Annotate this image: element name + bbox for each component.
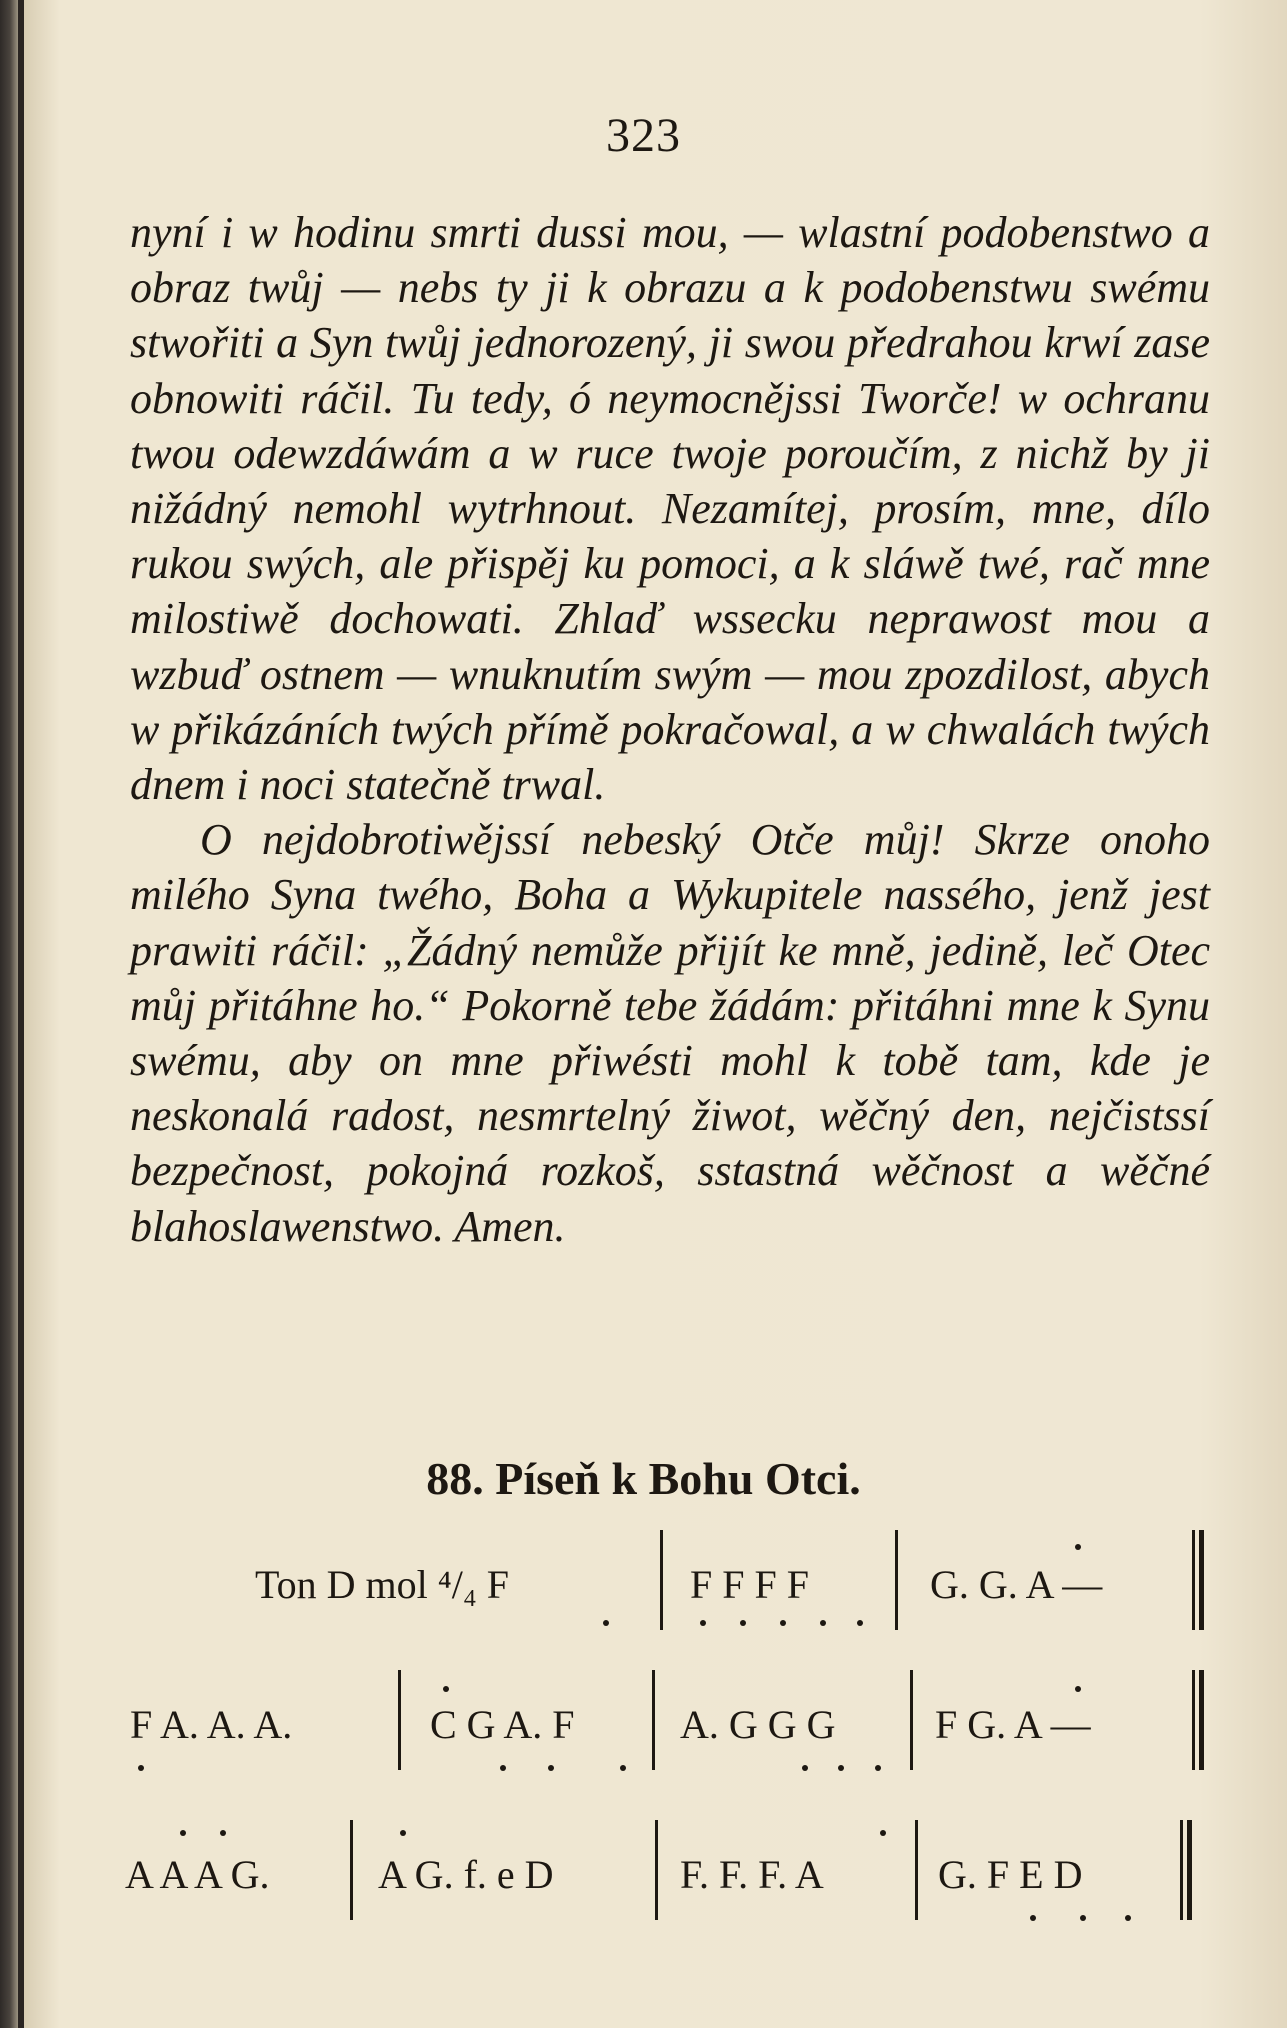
note-dot: [740, 1620, 746, 1626]
note-dot: [400, 1830, 406, 1836]
note-dot: [820, 1620, 826, 1626]
notation-row: [120, 1530, 1220, 1650]
bar-line: [350, 1820, 353, 1920]
note-dot: [857, 1620, 863, 1626]
music-notation: [120, 1530, 1220, 1950]
bar-line: [398, 1670, 401, 1770]
paragraph-1: nyní i w hodinu smrti dussi mou, — wlastní podobenstwo a obraz twůj — nebs ty ji k obrazu a k podobenstwu swému stwořiti a Syn twůj jednorozený, ji swou předrahou krwí zase obnowiti ráčil. Tu tedy, ó neymocnějssi Tworče! w ochranu twou odewzdáwám a w ruce twoje poroučím, z nichž by ji nižádný nemohl wytrhnout. Nezamítej, prosím, mne, dílo rukou swých, ale přispěj ku pomoci, a k sláwě twé, rač mne milostiwě dochowati. Zhlaď wssecku neprawost mou a wzbuď ostnem — wnuknutím swým — mou zpozdilost, abych w přikázáních twých přímě pokračowal, a w chwalách twých dnem i noci statečně trwal.: [130, 208, 1210, 810]
note-dot: [220, 1830, 226, 1836]
bar-line: [652, 1670, 655, 1770]
note-dot: [802, 1765, 808, 1771]
note-dot: [700, 1620, 706, 1626]
notation-cell: A G. f. e D: [378, 1852, 554, 1897]
song-heading: 88. Píseň k Bohu Otci.: [426, 1453, 861, 1504]
notation-row: [120, 1670, 1220, 1790]
book-binding: [18, 0, 24, 2028]
prayer-text: [130, 205, 1210, 1254]
note-dot: [180, 1830, 186, 1836]
double-bar-line: [1192, 1530, 1204, 1630]
notation-cell: A. G G G: [680, 1702, 836, 1747]
double-bar-line: [1180, 1820, 1192, 1920]
notation-cell: F G. A —: [935, 1702, 1091, 1747]
bar-line: [915, 1820, 918, 1920]
bar-line: [660, 1530, 663, 1630]
notation-cell: F. F. F. A: [680, 1852, 824, 1897]
double-bar-line: [1192, 1670, 1204, 1770]
note-dot: [1030, 1915, 1036, 1921]
note-dot: [1080, 1915, 1086, 1921]
notation-cell: F F F F: [690, 1562, 809, 1607]
note-dot: [548, 1765, 554, 1771]
page-number: 323: [606, 109, 681, 162]
note-dot: [875, 1765, 881, 1771]
note-dot: [1125, 1915, 1131, 1921]
notation-cell: F A. A. A.: [130, 1702, 293, 1747]
notation-row: [120, 1820, 1220, 1940]
notation-cell: G. F E D: [938, 1852, 1083, 1897]
bar-line: [655, 1820, 658, 1920]
note-dot: [138, 1765, 144, 1771]
bar-line: [910, 1670, 913, 1770]
note-dot: [1075, 1686, 1081, 1692]
note-dot: [620, 1765, 626, 1771]
paragraph-2: O nejdobrotiwějssí nebeský Otče můj! Skrze onoho milého Syna twého, Boha a Wykupitele nassého, jenž jest prawiti ráčil: „Žádný nemůže přijít ke mně, jedině, leč Otec můj přitáhne ho.“ Pokorně tebe žádám: přitáhni mne k Synu swému, aby on mne přiwésti mohl k tobě tam, kde je neskonalá radost, nesmrtelný žiwot, wěčný den, nejčistssí bezpečnost, pokojná rozkoš, sstastná wěčnost a wěčné blahoslawenstwo. Amen.: [130, 815, 1210, 1251]
note-dot: [1075, 1544, 1081, 1550]
note-dot: [603, 1620, 609, 1626]
note-dot: [443, 1686, 449, 1692]
notation-cell: A A A G.: [125, 1852, 270, 1897]
note-dot: [880, 1830, 886, 1836]
notation-cell: G. G. A —: [930, 1562, 1103, 1607]
note-dot: [838, 1765, 844, 1771]
bar-line: [895, 1530, 898, 1630]
note-dot: [500, 1765, 506, 1771]
notation-cell: Ton D mol ⁴/₄ F: [255, 1562, 510, 1607]
notation-cell: C G A. F: [430, 1702, 575, 1747]
note-dot: [780, 1620, 786, 1626]
